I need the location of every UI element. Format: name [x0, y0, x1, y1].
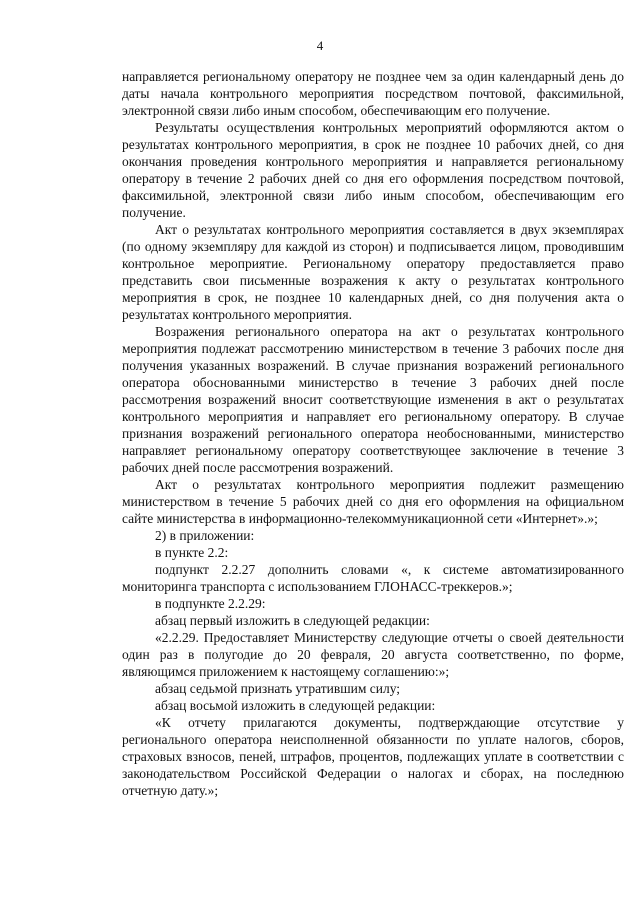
- paragraph-12: абзац седьмой признать утратившим силу;: [155, 681, 401, 696]
- paragraph-9: в подпункте 2.2.29:: [155, 596, 266, 611]
- paragraph-4: Возражения регионального оператора на акт о результатах контрольного мероприятия подлежат рассмотрению министерством в течение 3 рабочих после дня получения указанных возражений. В случае признания возражений регионального оператора обоснованными министерство в течение 3 рабочих дней после рассмотрения возражений вносит соответствующие изменения в акт о результатах контрольного мероприятия и направляет его региональному оператору. В случае признания возражений регионального оператора необоснованными, министерство направляет региональному оператору соответствующее заключение в течение 3 рабочих дней после рассмотрения возражений.: [122, 324, 624, 475]
- paragraph-13: абзац восьмой изложить в следующей редакции:: [155, 698, 436, 713]
- paragraph-1: направляется региональному оператору не позднее чем за один календарный день до даты начала контрольного мероприятия посредством почтовой, факсимильной, электронной связи либо иным способом, обеспечивающим его получение.: [122, 69, 624, 118]
- paragraph-3: Акт о результатах контрольного мероприятия составляется в двух экземплярах (по одному экземпляру для каждой из сторон) и подписывается лицом, проводившим контрольное мероприятие. Региональному оператору предоставляется право представить свои письменные возражения к акту о результатах контрольного мероприятия в срок, не позднее 10 календарных дней, со дня получения акта о результатах контрольного мероприятия.: [122, 222, 624, 322]
- paragraph-6: 2) в приложении:: [155, 528, 255, 543]
- paragraph-2: Результаты осуществления контрольных мероприятий оформляются актом о результатах контрольного мероприятия, в срок не позднее 10 рабочих дней, со дня окончания проведения контрольного мероприятия и направляется региональному оператору в течение 2 рабочих дней со дня его оформления посредством почтовой, факсимильной, электронной связи либо иным способом, обеспечивающим его получение.: [122, 120, 624, 220]
- page-number: 4: [316, 38, 324, 53]
- paragraph-11: «2.2.29. Предоставляет Министерству следующие отчеты о своей деятельности один раз в полугодие до 20 февраля, 20 августа соответственно, по форме, являющимся приложением к настоящему соглашению:»;: [122, 630, 624, 679]
- paragraph-10: абзац первый изложить в следующей редакции:: [155, 613, 430, 628]
- document-body: [122, 68, 624, 799]
- paragraph-8: подпункт 2.2.27 дополнить словами «, к системе автоматизированного мониторинга транспорта с использованием ГЛОНАСС-треккеров.»;: [122, 562, 624, 594]
- paragraph-14: «К отчету прилагаются документы, подтверждающие отсутствие у регионального оператора неисполненной обязанности по уплате налогов, сборов, страховых взносов, пеней, штрафов, процентов, подлежащих уплате в соответствии с законодательством Российской Федерации о налогах и сборах, на последнюю отчетную дату.»;: [122, 715, 624, 798]
- paragraph-7: в пункте 2.2:: [155, 545, 229, 560]
- paragraph-5: Акт о результатах контрольного мероприятия подлежит размещению министерством в течение 5 рабочих дней со дня его оформления на официальном сайте министерства в информационно-телекоммуникационной сети «Интернет».»;: [122, 477, 624, 526]
